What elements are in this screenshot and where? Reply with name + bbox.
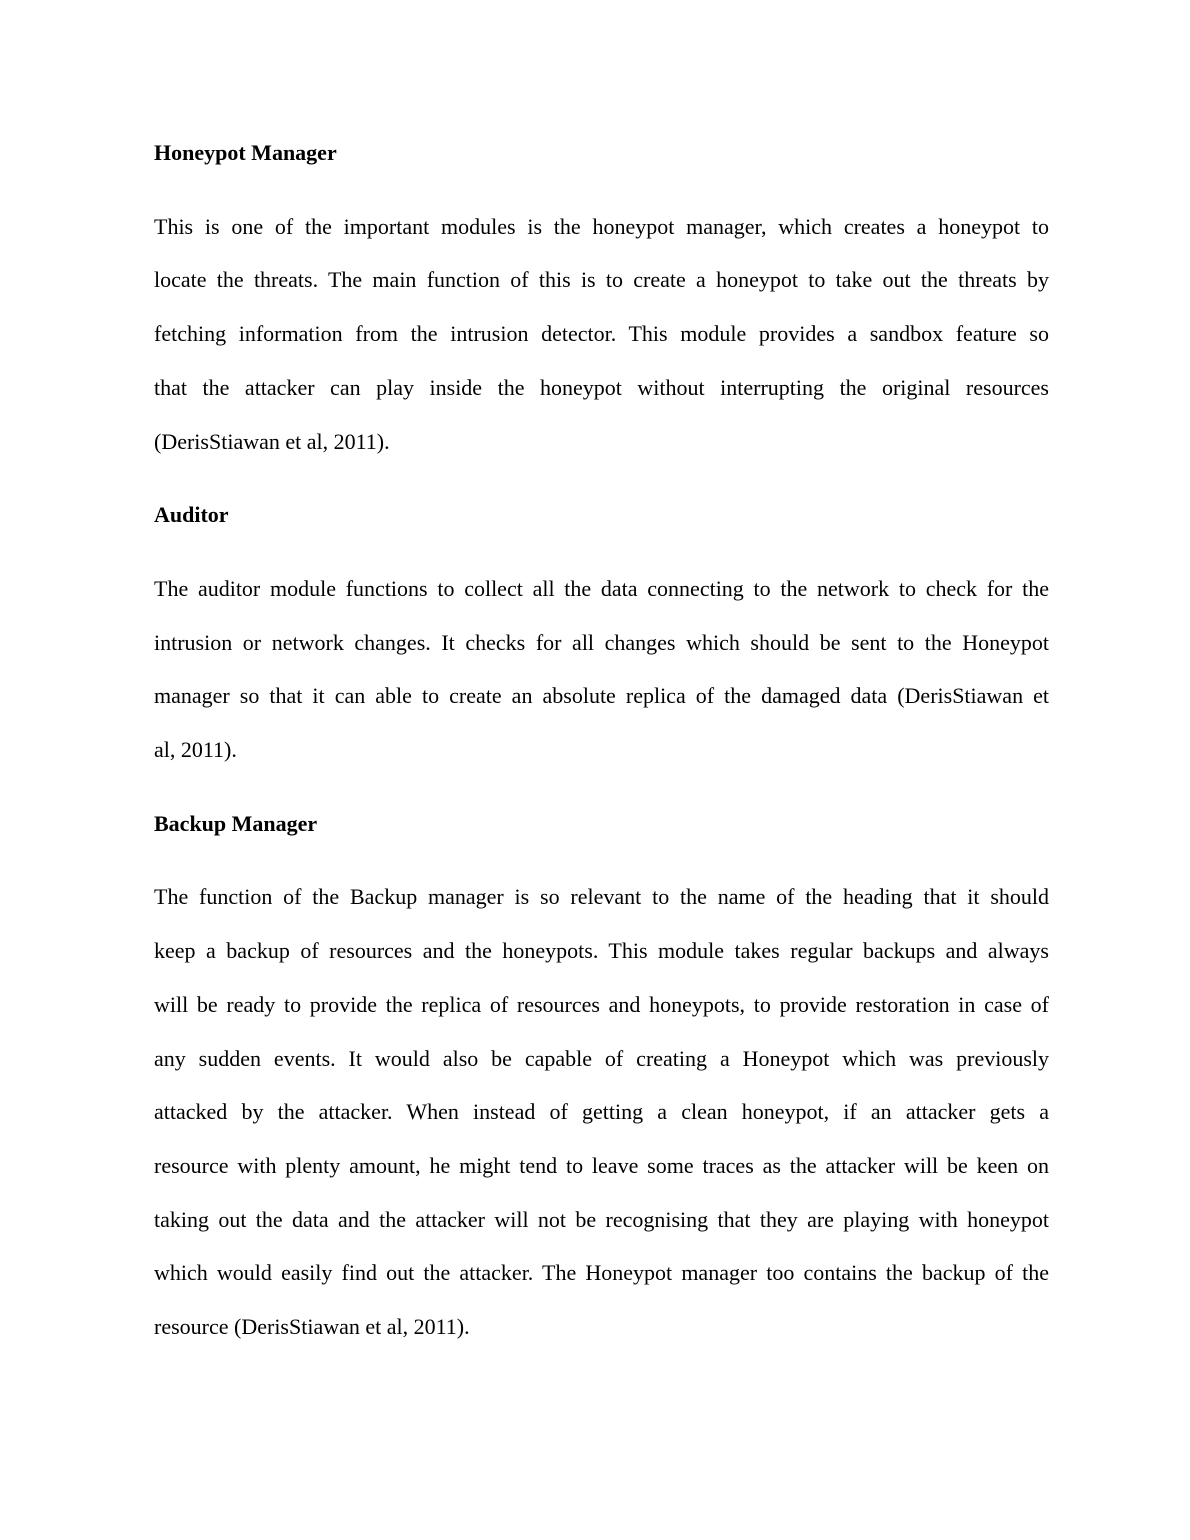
paragraph-line: intrusion or network changes. It checks for all changes which should be sent to the Honeypot [154,629,1049,655]
section-heading: Auditor [154,502,229,528]
paragraph-line: This is one of the important modules is the honeypot manager, which creates a honeypot to [154,213,1049,239]
paragraph-line: manager so that it can able to create an absolute replica of the damaged data (DerisStiawan et [154,683,1049,709]
paragraph-line: resource (DerisStiawan et al, 2011). [154,1314,470,1340]
paragraph-line: resource with plenty amount, he might tend to leave some traces as the attacker will be keen on [154,1152,1049,1178]
body-paragraph [154,200,1049,469]
paragraph-line: (DerisStiawan et al, 2011). [154,428,390,454]
paragraph-line: taking out the data and the attacker will not be recognising that they are playing with honeypot [154,1206,1049,1232]
paragraph-line: locate the threats. The main function of this is to create a honeypot to take out the threats by [154,267,1049,293]
body-paragraph [154,870,1049,1353]
paragraph-line: fetching information from the intrusion detector. This module provides a sandbox feature so [154,321,1049,347]
document-page [154,126,1049,1374]
section [154,126,1049,468]
section [154,797,1049,1354]
paragraph-line: will be ready to provide the replica of resources and honeypots, to provide restoration in case of [154,991,1049,1017]
section-heading: Backup Manager [154,810,318,836]
paragraph-line: al, 2011). [154,737,237,763]
section [154,488,1049,777]
paragraph-line: any sudden events. It would also be capable of creating a Honeypot which was previously [154,1045,1049,1071]
section-heading: Honeypot Manager [154,140,337,165]
body-paragraph [154,562,1049,777]
paragraph-line: The function of the Backup manager is so relevant to the name of the heading that it should [154,884,1049,910]
paragraph-line: keep a backup of resources and the honeypots. This module takes regular backups and always [154,938,1049,964]
paragraph-line: that the attacker can play inside the honeypot without interrupting the original resources [154,374,1049,400]
paragraph-line: attacked by the attacker. When instead of getting a clean honeypot, if an attacker gets a [154,1099,1049,1125]
paragraph-line: The auditor module functions to collect all the data connecting to the network to check for the [154,575,1049,601]
paragraph-line: which would easily find out the attacker. The Honeypot manager too contains the backup of the [154,1260,1049,1286]
